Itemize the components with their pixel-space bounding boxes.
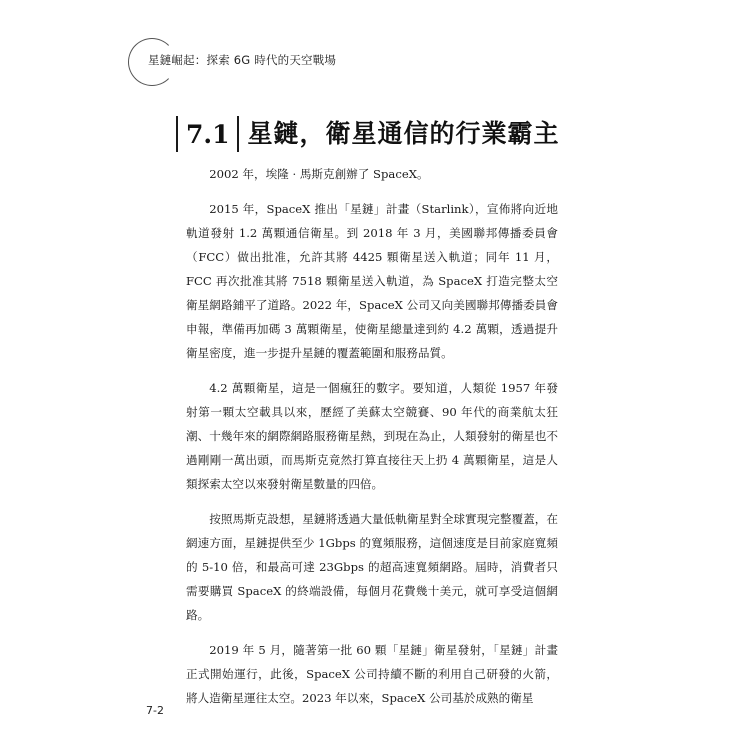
- page-number: 7-2: [146, 704, 164, 717]
- section-number: 7.1: [186, 119, 230, 149]
- paragraph: 4.2 萬顆衛星，這是一個瘋狂的數字。要知道，人類從 1957 年發射第一顆太空載具以來，歷經了美蘇太空競賽、90 年代的商業航太狂潮、十幾年來的網際網路服務衛星熱，到現在為止，人類發射的衛星也不過剛剛一萬出頭，而馬斯克竟然打算直接往天上扔 4 萬顆衛星，這是人類探索太空以來發射衛星數量的四倍。: [186, 381, 558, 491]
- section-heading: [176, 112, 560, 156]
- paragraph: 2019 年 5 月，隨著第一批 60 顆「星鏈」衛星發射，「星鏈」計畫正式開始運行，此後，SpaceX 公司持續不斷的利用自己研發的火箭，將人造衛星運往太空。2023 年以來，SpaceX 公司基於成熟的衛星: [186, 643, 558, 705]
- section-title: 星鏈，衛星通信的行業霸主: [237, 116, 560, 152]
- paragraph: 2015 年，SpaceX 推出「星鏈」計畫（Starlink），宣佈將向近地軌道發射 1.2 萬顆通信衛星。到 2018 年 3 月，美國聯邦傳播委員會（FCC）做出批准，允許其將 4425 顆衛星送入軌道；同年 11 月，FCC 再次批准其將 7518 顆衛星送入軌道，為 SpaceX 打造完整太空衛星網路鋪平了道路。2022 年，SpaceX 公司又向美國聯邦傳播委員會申報，準備再加碼 3 萬顆衛星，使衛星總量達到約 4.2 萬顆，透過提升衛星密度，進一步提升星鏈的覆蓋範圍和服務品質。: [186, 202, 558, 360]
- paragraph: 按照馬斯克設想，星鏈將透過大量低軌衛星對全球實現完整覆蓋，在網速方面，星鏈提供至少 1Gbps 的寬頻服務，這個速度是目前家庭寬頻的 5-10 倍，和最高可達 23Gbps 的超高速寬頻網路。屆時，消費者只需要購買 SpaceX 的終端設備，每個月花費幾十美元，就可享受這個網路。: [186, 512, 558, 622]
- paragraph: 2002 年，埃隆 · 馬斯克創辦了 SpaceX。: [209, 167, 429, 181]
- body-text: [186, 162, 558, 721]
- heading-left-bar: [176, 116, 178, 152]
- running-header-title: 星鏈崛起：探索 6G 時代的天空戰場: [148, 53, 337, 67]
